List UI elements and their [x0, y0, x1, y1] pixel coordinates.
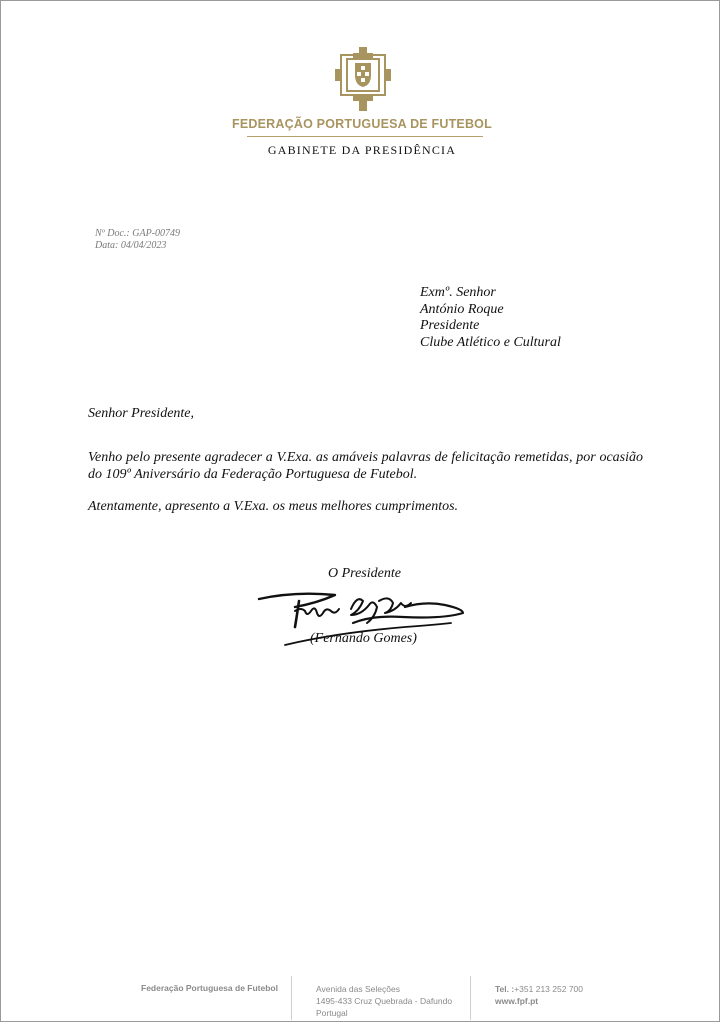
body-paragraph-1: Venho pelo presente agradecer a V.Exa. as amáveis palavras de felicitação remetidas, por ocasião do 109º Aniversário da Federação Portuguesa de Futebol.	[88, 450, 643, 482]
document-number: Nº Doc.: GAP-00749	[95, 228, 181, 239]
footer	[1, 976, 722, 1020]
department-name: GABINETE DA PRESIDÊNCIA	[267, 143, 457, 157]
salutation: Senhor Presidente,	[88, 406, 195, 421]
footer-divider	[470, 976, 471, 1020]
signatory-name: (Fernando Gomes)	[310, 631, 417, 646]
footer-phone	[495, 983, 583, 995]
address-line: Avenida das Seleções	[316, 984, 400, 994]
recipient-role: Presidente	[420, 318, 480, 333]
address-line: Portugal	[316, 1008, 348, 1018]
recipient-title: Exmº. Senhor	[420, 285, 496, 300]
signatory-title: O Presidente	[328, 566, 401, 581]
phone-label: Tel. :	[495, 984, 515, 994]
footer-organization: Federação Portuguesa de Futebol	[141, 983, 278, 993]
recipient-name: António Roque	[420, 301, 504, 317]
document-reference	[95, 228, 180, 252]
recipient-block	[420, 285, 561, 351]
phone-number: +351 213 252 700	[514, 984, 583, 994]
header-divider	[247, 136, 483, 137]
footer-contact	[495, 983, 583, 1007]
organization-name: FEDERAÇÃO PORTUGUESA DE FUTEBOL	[232, 117, 492, 131]
fpf-crest-icon	[335, 45, 391, 115]
document-date: Data: 04/04/2023	[95, 240, 167, 251]
recipient-organization: Clube Atlético e Cultural	[420, 334, 561, 350]
footer-address	[316, 983, 452, 1019]
address-line: 1495-433 Cruz Quebrada - Dafundo	[316, 996, 453, 1006]
footer-divider	[291, 976, 292, 1020]
body-paragraph-2: Atentamente, apresento a V.Exa. os meus melhores cumprimentos.	[88, 499, 459, 514]
footer-website[interactable]: www.fpf.pt	[495, 996, 539, 1006]
